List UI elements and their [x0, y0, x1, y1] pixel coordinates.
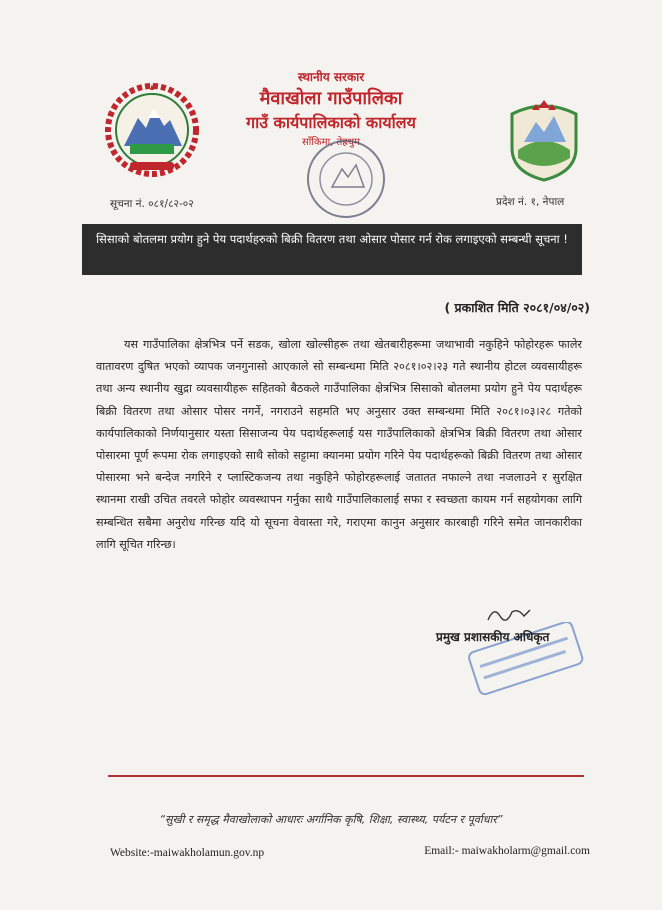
office-name: गाउँ कार्यपालिकाको कार्यालय [246, 113, 416, 132]
official-stamp-icon [302, 135, 390, 223]
published-date: ( प्रकाशित मिति २०८१/०४/०२) [444, 300, 590, 315]
notice-body [96, 334, 582, 556]
municipality-name: मैवाखोला गाउँपालिका [259, 88, 403, 109]
footer-divider [108, 775, 584, 777]
signatory-title: प्रमुख प्रशासकीय अधिकृत [436, 630, 550, 644]
government-level: स्थानीय सरकार [297, 70, 365, 84]
notice-body-text: यस गाउँपालिका क्षेत्रभित्र पर्ने सडक, खोला खोल्सीहरू तथा खेतबारीहरूमा जथाभावी नकुहिने फोहोरहरू फालेर वातावरण दुषित भएको व्यापक जनगुनासो आएकाले सो सम्बन्धमा मिति २०८१।०२।२३ गते स्थानीय होटल व्यवसायीहरू तथा अन्य स्थानीय खुद्रा व्यवसायीहरू सहितको बैठकले गाउँपालिका क्षेत्रभित्र सिसाको बोतलमा प्रयोग हुने पेय पदार्थहरू बिक्री वितरण तथा ओसार पोसर नगर्ने, नगराउने सहमति भए अनुसार उक्त सम्बन्धमा मिति २०८१।०३।२८ गतेको कार्यपालिकाको निर्णयानुसार यस्ता सिसाजन्य पेय पदार्थहरूलाई यस गाउँपालिकाको क्षेत्रभित्र बिक्री वितरण तथा ओसार पोसारमा पूर्ण रूपमा रोक लगाइएको साथै सोको सट्टामा क्यानमा प्रयोग गरिने पेय पदार्थहरूको बिक्री वितरण तथा ओसार पोसारमा भने बन्देज नगरिने र प्लास्टिकजन्य तथा नकुहिने फोहोरहरूलाई जतातत नफाल्ने तथा नजलाउने र सुरक्षित स्थानमा राखी उचित तवरले फोहोर व्यवस्थापन गर्नुका साथै गाउँपालिकालाई सफा र स्वच्छता कायम गर्न सहयोगका लागि सम्बन्धित सबैमा अनुरोध गरिन्छ यदि यो सूचना वेवास्ता गरे, गराएमा कानुन अनुसार कारबाही गरिने समेत जानकारीका लागि सूचित गरिन्छ। [96, 338, 582, 551]
notice-number: सूचना नं. ०८१/८२-०२ [110, 198, 194, 210]
motto: “सुखी र समृद्ध मैवाखोलाको आधारः अर्गानिक कृषि, शिक्षा, स्वास्थ्य, पर्यटन र पूर्वाधार” [159, 813, 503, 826]
subject-banner: सिसाको बोतलमा प्रयोग हुने पेय पदार्थहरुको बिक्री वितरण तथा ओसार पोसार गर्न रोक लगाइएको सम्बन्धी सूचना ! [82, 224, 582, 275]
nepal-emblem-icon [104, 82, 200, 178]
province-label: प्रदेश नं. १, नेपाल [496, 196, 565, 208]
office-location: साँकिमा, तेह्रथुम [302, 137, 360, 148]
website-text: Website:-maiwakholamun.gov.np [110, 847, 265, 859]
email-text: Email:- maiwakholarm@gmail.com [424, 845, 590, 857]
municipality-logo-icon [504, 98, 584, 182]
